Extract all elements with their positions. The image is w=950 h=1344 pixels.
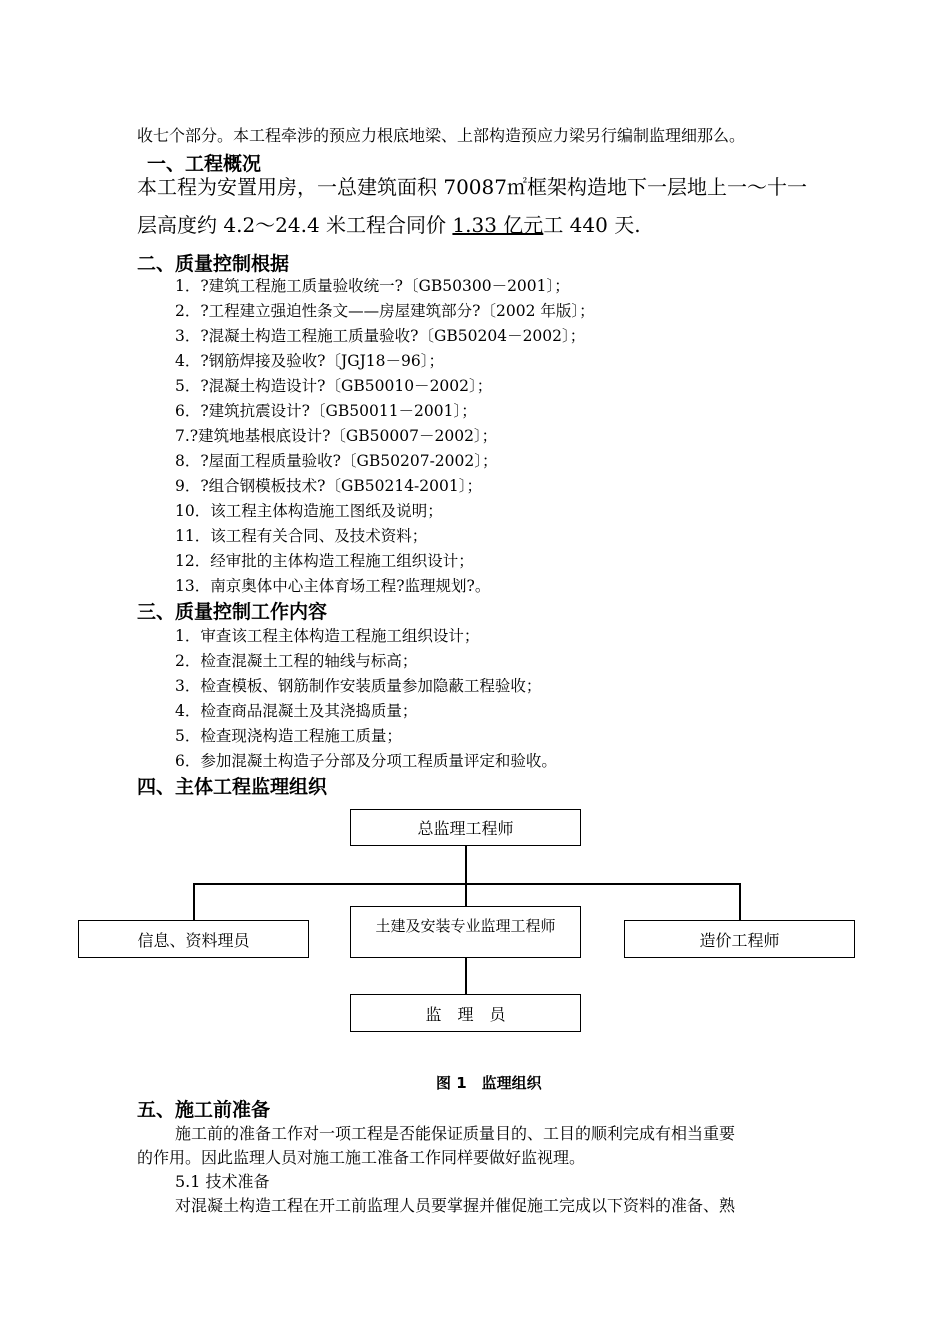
section-heading-organization: 四、主体工程监理组织 (137, 776, 328, 798)
org-supervisor: 监 理 员 (350, 994, 581, 1032)
basis-item: 9．?组合钢模板技术?〔GB50214-2001〕； (175, 477, 482, 495)
basis-item: 3．?混凝土构造工程施工质量验收?〔GB50204－2002〕； (175, 327, 586, 345)
work-item: 2．检查混凝土工程的轴线与标高； (175, 652, 418, 670)
basis-item: 6．?建筑抗震设计?〔GB50011－2001〕； (175, 402, 477, 420)
overview-line-2 (137, 211, 641, 239)
org-connector-center (465, 883, 467, 907)
org-connector-supervisor (465, 958, 467, 995)
org-connector-right (739, 883, 741, 921)
overview-line-1: 本工程为安置用房，一总建筑面积 70087㎡框架构造地下一层地上一～十一 (137, 175, 807, 199)
org-connector-chief-down (465, 846, 467, 884)
basis-item: 11．该工程有关合同、及技术资料； (175, 527, 428, 545)
basis-item: 1．?建筑工程施工质量验收统一?〔GB50300－2001〕； (175, 277, 570, 295)
org-connector-horizontal (193, 883, 740, 885)
section-heading-quality-work: 三、质量控制工作内容 (137, 601, 328, 623)
overview-line-2-suffix: 工 440 天. (543, 213, 641, 237)
org-chief-engineer: 总监理工程师 (350, 809, 581, 846)
subsection-technical-preparation: 5.1 技术准备 (175, 1172, 270, 1191)
figure-caption: 图 1 监理组织 (436, 1074, 542, 1092)
basis-item: 5．?混凝土构造设计?〔GB50010－2002〕； (175, 377, 493, 395)
section-heading-basis: 二、质量控制根据 (137, 253, 290, 275)
org-cost-engineer: 造价工程师 (624, 920, 855, 958)
work-item: 3．检查模板、钢筋制作安装质量参加隐蔽工程验收； (175, 677, 542, 695)
basis-item: 12．经审批的主体构造工程施工组织设计； (175, 552, 474, 570)
work-item: 1．审查该工程主体构造工程施工组织设计； (175, 627, 480, 645)
org-civil-engineer: 土建及安装专业监理工程师 (350, 906, 581, 958)
org-info-clerk: 信息、资料理员 (78, 920, 309, 958)
section-heading-preparation: 五、施工前准备 (137, 1099, 271, 1121)
preparation-para-2-line-1: 对混凝土构造工程在开工前监理人员要掌握并催促施工完成以下资料的准备、熟 (175, 1196, 736, 1215)
intro-line: 收七个部分。本工程牵涉的预应力根底地梁、上部构造预应力梁另行编制监理细那么。 (137, 126, 746, 145)
work-item: 6．参加混凝土构造子分部及分项工程质量评定和验收。 (175, 752, 557, 770)
basis-item: 4．?钢筋焊接及验收?〔JGJ18－96〕； (175, 352, 444, 370)
section-heading-overview: 一、工程概况 (147, 153, 262, 175)
preparation-para-1-line-2: 的作用。因此监理人员对施工施工准备工作同样要做好监视理。 (137, 1148, 586, 1167)
overview-line-2-prefix: 层高度约 4.2～24.4 米工程合同价 (137, 213, 453, 237)
basis-item: 10．该工程主体构造施工图纸及说明； (175, 502, 443, 520)
basis-item: 2．?工程建立强迫性条文——房屋建筑部分?〔2002 年版〕； (175, 302, 595, 320)
basis-item: 13．南京奥体中心主体育场工程?监理规划?。 (175, 577, 491, 595)
preparation-para-1-line-1: 施工前的准备工作对一项工程是否能保证质量目的、工目的顺利完成有相当重要 (175, 1124, 736, 1143)
org-connector-left (193, 883, 195, 921)
work-item: 4．检查商品混凝土及其浇捣质量； (175, 702, 418, 720)
work-item: 5．检查现浇构造工程施工质量； (175, 727, 402, 745)
contract-price: 1.33 亿元 (452, 213, 544, 237)
basis-item: 8．?屋面工程质量验收?〔GB50207-2002〕； (175, 452, 498, 470)
basis-item: 7.?建筑地基根底设计?〔GB50007－2002〕； (175, 427, 498, 445)
